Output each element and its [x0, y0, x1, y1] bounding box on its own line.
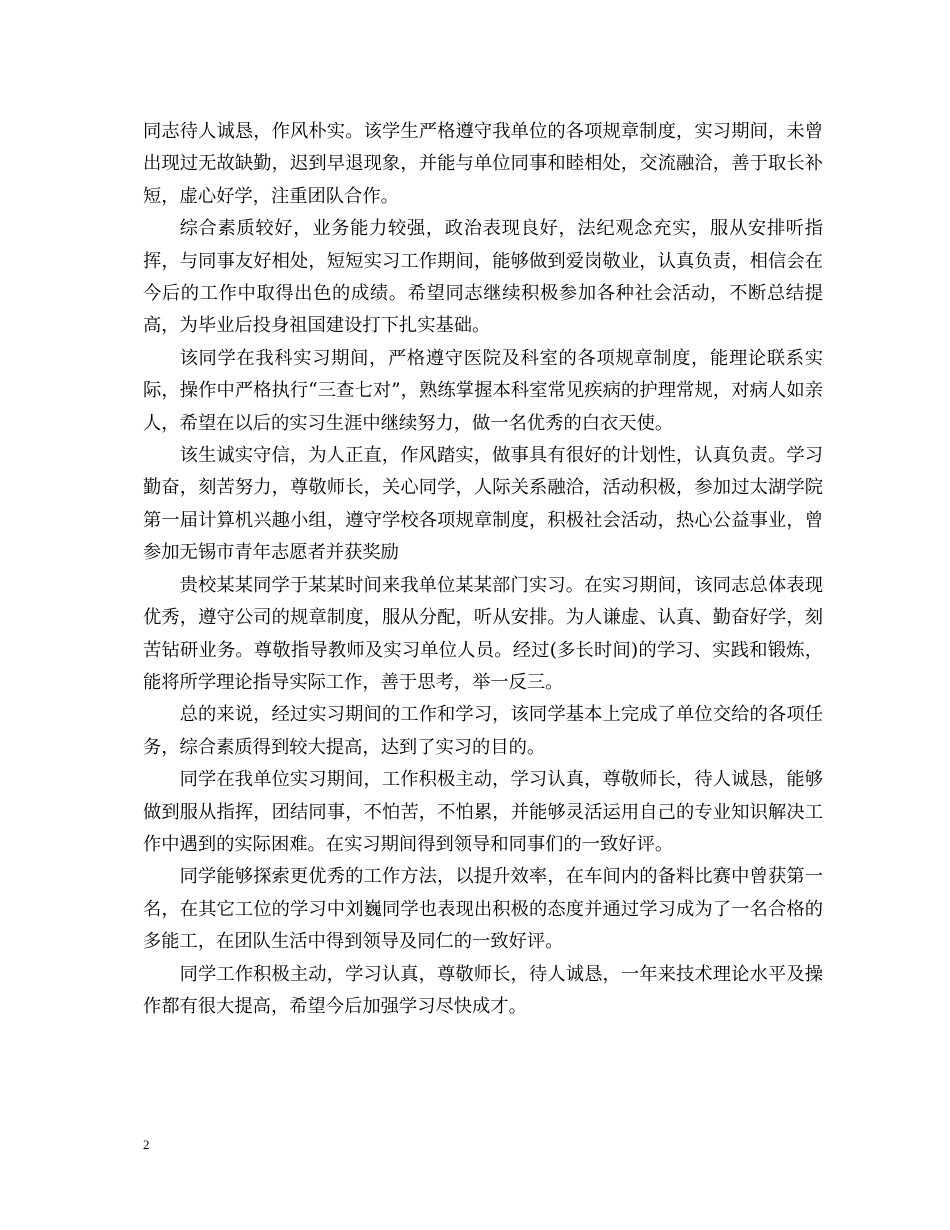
page-number: 2 — [143, 1137, 150, 1152]
paragraph-9: 同学工作积极主动，学习认真，尊敬师长，待人诚恳，一年来技术理论水平及操作都有很大提高，希望今后加强学习尽快成才。 — [143, 963, 823, 1017]
paragraph-1: 同志待人诚恳，作风朴实。该学生严格遵守我单位的各项规章制度，实习期间，未曾出现过无故缺勤，迟到早退现象，并能与单位同事和睦相处，交流融洽，善于取长补短，虚心好学，注重团队合作。 — [143, 121, 823, 207]
paragraph-5: 贵校某某同学于某某时间来我单位某某部门实习。在实习期间，该同志总体表现优秀，遵守公司的规章制度，服从分配，听从安排。为人谦虚、认真、勤奋好学，刻苦钻研业务。尊敬指导教师及实习单位人员。经过(多长时间)的学习、实践和锻炼，能将所学理论指导实际工作，善于思考，举一反三。 — [143, 574, 823, 693]
paragraph-7: 同学在我单位实习期间，工作积极主动，学习认真，尊敬师长，待人诚恳，能够做到服从指挥，团结同事，不怕苦，不怕累，并能够灵活运用自己的专业知识解决工作中遇到的实际困难。在实习期间得到领导和同事们的一致好评。 — [143, 769, 823, 855]
paragraph-4: 该生诚实守信，为人正直，作风踏实，做事具有很好的计划性，认真负责。学习勤奋，刻苦努力，尊敬师长，关心同学，人际关系融洽，活动积极，参加过太湖学院 第一届计算机兴趣小组，遵守学校各项规章制度，积极社会活动，热心公益事业，曾参加无锡市青年志愿者并获奖励 — [143, 445, 823, 564]
paragraph-3: 该同学在我科实习期间，严格遵守医院及科室的各项规章制度，能理论联系实际，操作中严格执行“三查七对”，熟练掌握本科室常见疾病的护理常规，对病人如亲人，希望在以后的实习生涯中继续努力，做一名优秀的白衣天使。 — [143, 347, 823, 434]
paragraph-2: 综合素质较好，业务能力较强，政治表现良好，法纪观念充实，服从安排听指挥，与同事友好相处，短短实习工作期间，能够做到爱岗敬业，认真负责，相信会在今后的工作中取得出色的成绩。希望同志继续积极参加各种社会活动，不断总结提高，为毕业后投身祖国建设打下扎实基础。 — [143, 218, 823, 337]
document-body — [143, 116, 823, 1023]
paragraph-6: 总的来说，经过实习期间的工作和学习，该同学基本上完成了单位交给的各项任务，综合素质得到较大提高，达到了实习的目的。 — [143, 704, 823, 758]
paragraph-8: 同学能够探索更优秀的工作方法，以提升效率，在车间内的备料比赛中曾获第一名，在其它工位的学习中刘巍同学也表现出积极的态度并通过学习成为了一名合格的多能工，在团队生活中得到领导及同仁的一致好评。 — [143, 866, 823, 953]
